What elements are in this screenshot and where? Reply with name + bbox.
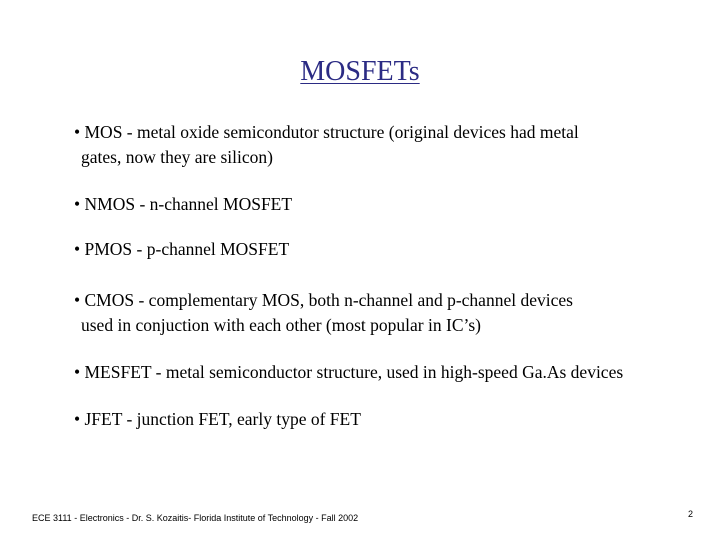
bullet-text: • JFET - junction FET, early type of FET (74, 409, 361, 429)
bullet-item-cmos (74, 288, 714, 338)
bullet-text: • PMOS - p-channel MOSFET (74, 239, 290, 259)
bullet-text-continued: used in conjuction with each other (most popular in IC’s) (81, 315, 481, 335)
slide-title: MOSFETs (300, 56, 420, 87)
page-number: 2 (688, 509, 694, 519)
slide-footer: ECE 3111 - Electronics - Dr. S. Kozaitis- Florida Institute of Technology - Fall 2002 (32, 513, 359, 523)
bullet-text-continued: gates, now they are silicon) (81, 147, 273, 167)
bullet-item-jfet (74, 407, 714, 432)
bullet-text: • CMOS - complementary MOS, both n-channel and p-channel devices (74, 290, 573, 310)
bullet-text: • NMOS - n-channel MOSFET (74, 194, 293, 214)
bullet-text: • MOS - metal oxide semicondutor structure (original devices had metal (74, 122, 579, 142)
bullet-text: • MESFET - metal semiconductor structure, used in high-speed Ga.As devices (74, 362, 624, 382)
bullet-item-mesfet (74, 360, 714, 385)
bullet-item-mos (74, 120, 714, 170)
bullet-item-nmos (74, 192, 714, 217)
bullet-item-pmos (74, 237, 714, 262)
